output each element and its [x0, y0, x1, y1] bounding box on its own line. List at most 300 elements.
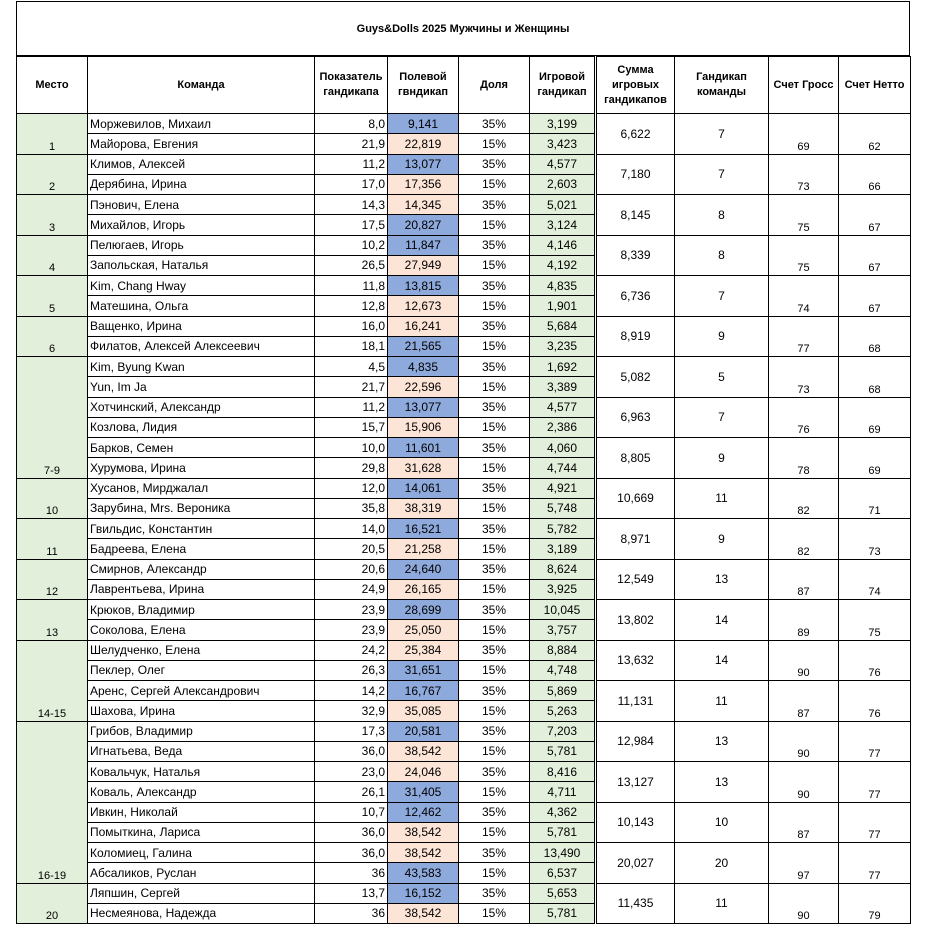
game-hcp-cell: 8,416 [530, 762, 596, 782]
hcp-index-cell: 32,9 [315, 701, 388, 721]
team-hcp-cell: 8 [675, 195, 769, 236]
hcp-index-cell: 21,9 [315, 134, 388, 154]
hcp-index-cell: 26,5 [315, 255, 388, 275]
sum-cell: 13,802 [596, 600, 675, 641]
field-hcp-cell: 26,165 [388, 579, 459, 599]
field-hcp-cell: 31,651 [388, 660, 459, 680]
player-name: Коваль, Александр [88, 782, 315, 802]
game-hcp-cell: 10,045 [530, 600, 596, 620]
player-name: Пелюгаев, Игорь [88, 235, 315, 255]
team-hcp-cell: 13 [675, 762, 769, 803]
table-row [17, 357, 911, 377]
sum-cell: 8,805 [596, 438, 675, 479]
sum-cell: 8,971 [596, 519, 675, 560]
team-hcp-cell: 14 [675, 600, 769, 641]
team-hcp-cell: 7 [675, 154, 769, 195]
player-name: Yun, Im Ja [88, 377, 315, 397]
place-cell: 12 [17, 559, 88, 600]
sum-cell: 8,919 [596, 316, 675, 357]
team-hcp-cell: 7 [675, 276, 769, 317]
table-row [17, 276, 911, 296]
gross-score-cell: 82 [769, 478, 839, 519]
player-name: Аренс, Сергей Александрович [88, 681, 315, 701]
player-name: Лаврентьева, Ирина [88, 579, 315, 599]
table-row [17, 721, 911, 741]
net-score-cell: 66 [839, 154, 911, 195]
sum-cell: 11,131 [596, 681, 675, 722]
share-cell: 35% [459, 883, 530, 903]
field-hcp-cell: 31,405 [388, 782, 459, 802]
net-score-cell: 76 [839, 681, 911, 722]
game-hcp-cell: 5,021 [530, 195, 596, 215]
share-cell: 35% [459, 154, 530, 174]
game-hcp-cell: 3,199 [530, 114, 596, 134]
game-hcp-cell: 4,577 [530, 154, 596, 174]
hcp-index-cell: 24,9 [315, 579, 388, 599]
player-name: Ивкин, Николай [88, 802, 315, 822]
game-hcp-cell: 3,124 [530, 215, 596, 235]
game-hcp-cell: 4,060 [530, 438, 596, 458]
table-row [17, 762, 911, 782]
sum-cell: 5,082 [596, 357, 675, 398]
sum-cell: 11,435 [596, 883, 675, 924]
player-name: Запольская, Наталья [88, 255, 315, 275]
hcp-index-cell: 20,6 [315, 559, 388, 579]
sum-cell: 10,143 [596, 802, 675, 843]
hcp-index-cell: 10,0 [315, 438, 388, 458]
share-cell: 35% [459, 762, 530, 782]
player-name: Бадреева, Елена [88, 539, 315, 559]
net-score-cell: 77 [839, 843, 911, 884]
share-cell: 35% [459, 114, 530, 134]
field-hcp-cell: 9,141 [388, 114, 459, 134]
game-hcp-cell: 5,748 [530, 498, 596, 518]
table-row [17, 681, 911, 701]
player-name: Kim, Byung Kwan [88, 357, 315, 377]
player-name: Ващенко, Ирина [88, 316, 315, 336]
hcp-index-cell: 11,2 [315, 154, 388, 174]
team-hcp-cell: 14 [675, 640, 769, 681]
team-hcp-cell: 13 [675, 721, 769, 762]
gross-score-cell: 74 [769, 276, 839, 317]
table-row [17, 640, 911, 660]
hcp-index-cell: 12,8 [315, 296, 388, 316]
field-hcp-cell: 35,085 [388, 701, 459, 721]
place-cell: 3 [17, 195, 88, 236]
share-cell: 35% [459, 195, 530, 215]
player-name: Kim, Chang Hway [88, 276, 315, 296]
header-team-hcp: Гандикап команды [675, 57, 769, 114]
game-hcp-cell: 3,389 [530, 377, 596, 397]
hcp-index-cell: 23,0 [315, 762, 388, 782]
player-name: Гвильдис, Константин [88, 519, 315, 539]
place-cell: 7-9 [17, 357, 88, 479]
table-row [17, 600, 911, 620]
field-hcp-cell: 27,949 [388, 255, 459, 275]
header-row [17, 57, 911, 114]
table-row [17, 883, 911, 903]
sum-cell: 8,339 [596, 235, 675, 276]
hcp-index-cell: 36 [315, 863, 388, 883]
table-row [17, 519, 911, 539]
results-body [17, 114, 911, 924]
gross-score-cell: 87 [769, 681, 839, 722]
player-name: Шахова, Ирина [88, 701, 315, 721]
header-field-hcp: Полевой гвндикап [388, 57, 459, 114]
net-score-cell: 77 [839, 762, 911, 803]
hcp-index-cell: 23,9 [315, 600, 388, 620]
game-hcp-cell: 2,386 [530, 417, 596, 437]
sum-cell: 6,622 [596, 114, 675, 155]
field-hcp-cell: 21,565 [388, 336, 459, 356]
sum-cell: 12,549 [596, 559, 675, 600]
gross-score-cell: 90 [769, 640, 839, 681]
field-hcp-cell: 4,835 [388, 357, 459, 377]
net-score-cell: 75 [839, 600, 911, 641]
game-hcp-cell: 2,603 [530, 174, 596, 194]
hcp-index-cell: 17,0 [315, 174, 388, 194]
share-cell: 15% [459, 660, 530, 680]
hcp-index-cell: 17,3 [315, 721, 388, 741]
sum-cell: 8,145 [596, 195, 675, 236]
table-row [17, 438, 911, 458]
game-hcp-cell: 4,748 [530, 660, 596, 680]
hcp-index-cell: 16,0 [315, 316, 388, 336]
player-name: Климов, Алексей [88, 154, 315, 174]
player-name: Зарубина, Mrs. Вероника [88, 498, 315, 518]
player-name: Хурумова, Ирина [88, 458, 315, 478]
table-row [17, 478, 911, 498]
share-cell: 15% [459, 336, 530, 356]
sum-cell: 6,963 [596, 397, 675, 438]
field-hcp-cell: 16,241 [388, 316, 459, 336]
sum-cell: 10,669 [596, 478, 675, 519]
team-hcp-cell: 11 [675, 681, 769, 722]
share-cell: 35% [459, 357, 530, 377]
share-cell: 35% [459, 600, 530, 620]
player-name: Барков, Семен [88, 438, 315, 458]
share-cell: 15% [459, 458, 530, 478]
team-hcp-cell: 9 [675, 519, 769, 560]
share-cell: 35% [459, 397, 530, 417]
hcp-index-cell: 23,9 [315, 620, 388, 640]
gross-score-cell: 87 [769, 802, 839, 843]
hcp-index-cell: 36,0 [315, 741, 388, 761]
place-cell: 6 [17, 316, 88, 357]
net-score-cell: 77 [839, 721, 911, 762]
player-name: Дерябина, Ирина [88, 174, 315, 194]
game-hcp-cell: 7,203 [530, 721, 596, 741]
place-cell: 4 [17, 235, 88, 276]
hcp-index-cell: 36,0 [315, 843, 388, 863]
field-hcp-cell: 22,596 [388, 377, 459, 397]
field-hcp-cell: 38,542 [388, 903, 459, 923]
share-cell: 15% [459, 539, 530, 559]
share-cell: 15% [459, 296, 530, 316]
team-hcp-cell: 20 [675, 843, 769, 884]
share-cell: 15% [459, 417, 530, 437]
place-cell: 1 [17, 114, 88, 155]
place-cell: 14-15 [17, 640, 88, 721]
place-cell: 11 [17, 519, 88, 560]
sum-cell: 13,632 [596, 640, 675, 681]
game-hcp-cell: 3,925 [530, 579, 596, 599]
table-row [17, 802, 911, 822]
hcp-index-cell: 29,8 [315, 458, 388, 478]
share-cell: 35% [459, 681, 530, 701]
sum-cell: 13,127 [596, 762, 675, 803]
hcp-index-cell: 15,7 [315, 417, 388, 437]
game-hcp-cell: 5,781 [530, 822, 596, 842]
field-hcp-cell: 16,521 [388, 519, 459, 539]
player-name: Филатов, Алексей Алексеевич [88, 336, 315, 356]
hcp-index-cell: 18,1 [315, 336, 388, 356]
field-hcp-cell: 28,699 [388, 600, 459, 620]
field-hcp-cell: 16,152 [388, 883, 459, 903]
share-cell: 15% [459, 741, 530, 761]
game-hcp-cell: 5,782 [530, 519, 596, 539]
player-name: Пеклер, Олег [88, 660, 315, 680]
gross-score-cell: 75 [769, 235, 839, 276]
place-cell: 16-19 [17, 721, 88, 883]
hcp-index-cell: 10,2 [315, 235, 388, 255]
team-hcp-cell: 9 [675, 438, 769, 479]
game-hcp-cell: 4,921 [530, 478, 596, 498]
gross-score-cell: 75 [769, 195, 839, 236]
net-score-cell: 69 [839, 438, 911, 479]
player-name: Несмеянова, Надежда [88, 903, 315, 923]
player-name: Шелудченко, Елена [88, 640, 315, 660]
share-cell: 15% [459, 579, 530, 599]
gross-score-cell: 97 [769, 843, 839, 884]
header-net: Счет Нетто [839, 57, 911, 114]
field-hcp-cell: 13,815 [388, 276, 459, 296]
gross-score-cell: 90 [769, 721, 839, 762]
sum-cell: 7,180 [596, 154, 675, 195]
team-hcp-cell: 13 [675, 559, 769, 600]
hcp-index-cell: 24,2 [315, 640, 388, 660]
net-score-cell: 67 [839, 276, 911, 317]
player-name: Михайлов, Игорь [88, 215, 315, 235]
player-name: Моржевилов, Михаил [88, 114, 315, 134]
share-cell: 15% [459, 174, 530, 194]
field-hcp-cell: 25,050 [388, 620, 459, 640]
field-hcp-cell: 25,384 [388, 640, 459, 660]
header-game-hcp: Игровой гандикап [530, 57, 596, 114]
game-hcp-cell: 4,146 [530, 235, 596, 255]
player-name: Помыткина, Лариса [88, 822, 315, 842]
team-hcp-cell: 11 [675, 883, 769, 924]
player-name: Коломиец, Галина [88, 843, 315, 863]
field-hcp-cell: 14,061 [388, 478, 459, 498]
game-hcp-cell: 4,744 [530, 458, 596, 478]
table-row [17, 559, 911, 579]
player-name: Матешина, Ольга [88, 296, 315, 316]
share-cell: 35% [459, 276, 530, 296]
header-place: Место [17, 57, 88, 114]
field-hcp-cell: 38,542 [388, 822, 459, 842]
hcp-index-cell: 11,2 [315, 397, 388, 417]
share-cell: 15% [459, 134, 530, 154]
net-score-cell: 77 [839, 802, 911, 843]
hcp-index-cell: 17,5 [315, 215, 388, 235]
field-hcp-cell: 22,819 [388, 134, 459, 154]
share-cell: 35% [459, 438, 530, 458]
hcp-index-cell: 11,8 [315, 276, 388, 296]
player-name: Абсаликов, Руслан [88, 863, 315, 883]
share-cell: 15% [459, 498, 530, 518]
table-row [17, 843, 911, 863]
game-hcp-cell: 4,711 [530, 782, 596, 802]
hcp-index-cell: 8,0 [315, 114, 388, 134]
game-hcp-cell: 5,781 [530, 903, 596, 923]
net-score-cell: 76 [839, 640, 911, 681]
field-hcp-cell: 24,640 [388, 559, 459, 579]
hcp-index-cell: 13,7 [315, 883, 388, 903]
share-cell: 35% [459, 559, 530, 579]
gross-score-cell: 73 [769, 154, 839, 195]
hcp-index-cell: 14,0 [315, 519, 388, 539]
table-row [17, 154, 911, 174]
hcp-index-cell: 20,5 [315, 539, 388, 559]
field-hcp-cell: 14,345 [388, 195, 459, 215]
hcp-index-cell: 36 [315, 903, 388, 923]
field-hcp-cell: 17,356 [388, 174, 459, 194]
sum-cell: 6,736 [596, 276, 675, 317]
share-cell: 35% [459, 843, 530, 863]
player-name: Ляпшин, Сергей [88, 883, 315, 903]
team-hcp-cell: 7 [675, 397, 769, 438]
share-cell: 35% [459, 235, 530, 255]
header-sum: Сумма игровых гандикапов [596, 57, 675, 114]
game-hcp-cell: 5,653 [530, 883, 596, 903]
sum-cell: 12,984 [596, 721, 675, 762]
field-hcp-cell: 21,258 [388, 539, 459, 559]
share-cell: 15% [459, 620, 530, 640]
gross-score-cell: 89 [769, 600, 839, 641]
hcp-index-cell: 10,7 [315, 802, 388, 822]
table-row [17, 195, 911, 215]
net-score-cell: 68 [839, 357, 911, 398]
team-hcp-cell: 10 [675, 802, 769, 843]
field-hcp-cell: 11,847 [388, 235, 459, 255]
field-hcp-cell: 31,628 [388, 458, 459, 478]
net-score-cell: 79 [839, 883, 911, 924]
hcp-index-cell: 12,0 [315, 478, 388, 498]
results-table [16, 56, 911, 924]
field-hcp-cell: 15,906 [388, 417, 459, 437]
field-hcp-cell: 13,077 [388, 397, 459, 417]
field-hcp-cell: 38,542 [388, 741, 459, 761]
player-name: Пэнович, Елена [88, 195, 315, 215]
net-score-cell: 67 [839, 235, 911, 276]
player-name: Игнатьева, Веда [88, 741, 315, 761]
field-hcp-cell: 20,827 [388, 215, 459, 235]
header-team: Команда [88, 57, 315, 114]
net-score-cell: 67 [839, 195, 911, 236]
player-name: Ковальчук, Наталья [88, 762, 315, 782]
game-hcp-cell: 13,490 [530, 843, 596, 863]
net-score-cell: 71 [839, 478, 911, 519]
field-hcp-cell: 24,046 [388, 762, 459, 782]
player-name: Хотчинский, Александр [88, 397, 315, 417]
field-hcp-cell: 13,077 [388, 154, 459, 174]
game-hcp-cell: 4,577 [530, 397, 596, 417]
table-row [17, 114, 911, 134]
sum-cell: 20,027 [596, 843, 675, 884]
team-hcp-cell: 11 [675, 478, 769, 519]
field-hcp-cell: 12,673 [388, 296, 459, 316]
hcp-index-cell: 26,3 [315, 660, 388, 680]
game-hcp-cell: 8,624 [530, 559, 596, 579]
gross-score-cell: 82 [769, 519, 839, 560]
field-hcp-cell: 16,767 [388, 681, 459, 701]
place-cell: 5 [17, 276, 88, 317]
share-cell: 15% [459, 377, 530, 397]
game-hcp-cell: 5,781 [530, 741, 596, 761]
gross-score-cell: 76 [769, 397, 839, 438]
header-hcp-index: Показатель гандикапа [315, 57, 388, 114]
field-hcp-cell: 43,583 [388, 863, 459, 883]
share-cell: 15% [459, 701, 530, 721]
field-hcp-cell: 38,319 [388, 498, 459, 518]
share-cell: 15% [459, 255, 530, 275]
player-name: Майорова, Евгения [88, 134, 315, 154]
net-score-cell: 62 [839, 114, 911, 155]
team-hcp-cell: 5 [675, 357, 769, 398]
game-hcp-cell: 3,189 [530, 539, 596, 559]
gross-score-cell: 90 [769, 762, 839, 803]
game-hcp-cell: 8,884 [530, 640, 596, 660]
team-hcp-cell: 7 [675, 114, 769, 155]
hcp-index-cell: 36,0 [315, 822, 388, 842]
field-hcp-cell: 12,462 [388, 802, 459, 822]
place-cell: 20 [17, 883, 88, 924]
share-cell: 15% [459, 215, 530, 235]
game-hcp-cell: 5,263 [530, 701, 596, 721]
game-hcp-cell: 6,537 [530, 863, 596, 883]
game-hcp-cell: 3,757 [530, 620, 596, 640]
game-hcp-cell: 5,684 [530, 316, 596, 336]
hcp-index-cell: 21,7 [315, 377, 388, 397]
place-cell: 13 [17, 600, 88, 641]
table-row [17, 316, 911, 336]
place-cell: 2 [17, 154, 88, 195]
net-score-cell: 69 [839, 397, 911, 438]
game-hcp-cell: 4,192 [530, 255, 596, 275]
game-hcp-cell: 3,235 [530, 336, 596, 356]
place-cell: 10 [17, 478, 88, 519]
gross-score-cell: 90 [769, 883, 839, 924]
table-row [17, 397, 911, 417]
game-hcp-cell: 3,423 [530, 134, 596, 154]
team-hcp-cell: 9 [675, 316, 769, 357]
share-cell: 35% [459, 721, 530, 741]
hcp-index-cell: 35,8 [315, 498, 388, 518]
share-cell: 35% [459, 802, 530, 822]
hcp-index-cell: 4,5 [315, 357, 388, 377]
share-cell: 15% [459, 782, 530, 802]
player-name: Крюков, Владимир [88, 600, 315, 620]
share-cell: 35% [459, 478, 530, 498]
player-name: Козлова, Лидия [88, 417, 315, 437]
game-hcp-cell: 1,692 [530, 357, 596, 377]
hcp-index-cell: 14,2 [315, 681, 388, 701]
game-hcp-cell: 4,362 [530, 802, 596, 822]
net-score-cell: 74 [839, 559, 911, 600]
hcp-index-cell: 26,1 [315, 782, 388, 802]
header-gross: Счет Гросс [769, 57, 839, 114]
